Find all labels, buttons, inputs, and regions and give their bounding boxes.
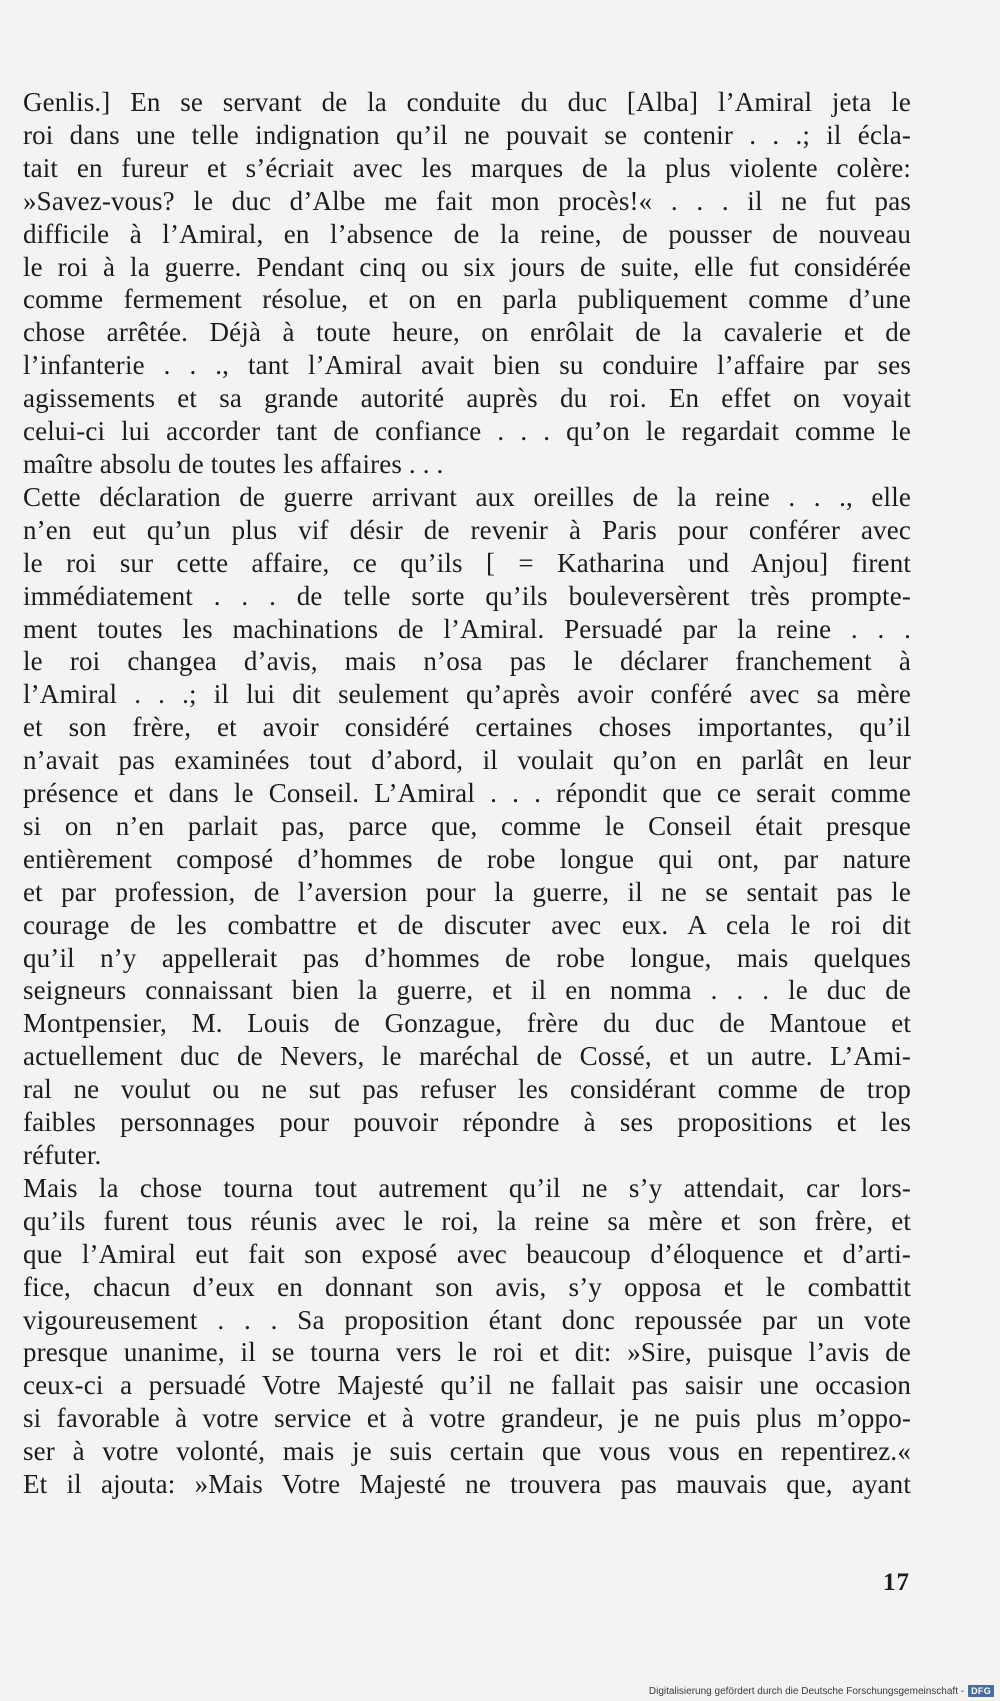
text-line: presque unanime, il se tourna vers le roi et dit: »Sire, puisque l’avis de — [23, 1337, 911, 1368]
text-line: courage de les combattre et de discuter avec eux. A cela le roi dit — [23, 909, 911, 940]
text-line: l’infanterie . . ., tant l’Amiral avait bien su conduire l’affaire par ses — [23, 350, 911, 381]
text-line: ser à votre volonté, mais je suis certain que vous vous en repentirez.« — [23, 1436, 911, 1467]
text-line: agissements et sa grande autorité auprès du roi. En effet on voyait — [23, 383, 911, 414]
text-line: seigneurs connaissant bien la guerre, et il en nomma . . . le duc de — [23, 975, 911, 1006]
text-line: et par profession, de l’aversion pour la guerre, il ne se sentait pas le — [23, 876, 911, 907]
text-line: ceux-ci a persuadé Votre Majesté qu’il ne fallait pas saisir une occasion — [23, 1370, 911, 1401]
text-line: que l’Amiral eut fait son exposé avec beaucoup d’éloquence et d’arti- — [23, 1238, 911, 1269]
text-line: comme fermement résolue, et on en parla publiquement comme d’une — [23, 284, 911, 315]
text-line: qu’il n’y appellerait pas d’hommes de robe longue, mais quelques — [23, 942, 911, 973]
text-line: immédiatement . . . de telle sorte qu’ils bouleversèrent très prompte- — [23, 580, 911, 611]
page-body — [23, 86, 911, 1501]
text-line: qu’ils furent tous réunis avec le roi, la reine sa mère et son frère, et — [23, 1205, 911, 1236]
page-number: 17 — [883, 1569, 910, 1596]
text-line: présence et dans le Conseil. L’Amiral . . . répondit que ce serait comme — [23, 778, 911, 809]
text-line: ral ne voulut ou ne sut pas refuser les considérant comme de trop — [23, 1074, 911, 1105]
text-line: réfuter. — [23, 1140, 102, 1170]
text-line: n’en eut qu’un plus vif désir de revenir à Paris pour conférer avec — [23, 514, 911, 545]
text-line: ment toutes les machinations de l’Amiral. Persuadé par la reine . . . — [23, 613, 911, 644]
text-line: et son frère, et avoir considéré certaines choses importantes, qu’il — [23, 712, 911, 743]
text-line: faibles personnages pour pouvoir répondre à ses propositions et les — [23, 1107, 911, 1138]
text-line: entièrement composé d’hommes de robe longue qui ont, par nature — [23, 843, 911, 874]
footer-text: Digitalisierung gefördert durch die Deutsche Forschungsgemeinschaft - — [648, 1685, 965, 1697]
text-line: roi dans une telle indignation qu’il ne pouvait se contenir . . .; il écla- — [23, 119, 911, 150]
text-line: si on n’en parlait pas, parce que, comme le Conseil était presque — [23, 810, 911, 841]
text-line: Et il ajouta: »Mais Votre Majesté ne trouvera pas mauvais que, ayant — [23, 1469, 911, 1500]
text-line: tait en fureur et s’écriait avec les marques de la plus violente colère: — [23, 152, 911, 183]
text-line: difficile à l’Amiral, en l’absence de la reine, de pousser de nouveau — [23, 218, 911, 249]
text-line: le roi à la guerre. Pendant cinq ou six jours de suite, elle fut considérée — [23, 251, 911, 282]
text-line: n’avait pas examinées tout d’abord, il voulait qu’on en parlât en leur — [23, 745, 911, 776]
text-line: le roi sur cette affaire, ce qu’ils [ = Katharina und Anjou] firent — [23, 547, 911, 578]
text-line: Genlis.] En se servant de la conduite du duc [Alba] l’Amiral jeta le — [23, 87, 911, 117]
text-line: l’Amiral . . .; il lui dit seulement qu’après avoir conféré avec sa mère — [23, 679, 911, 710]
text-line: Mais la chose tourna tout autrement qu’il ne s’y attendait, car lors- — [23, 1172, 911, 1203]
text-line: celui-ci lui accorder tant de confiance . . . qu’on le regardait comme le — [23, 416, 911, 447]
text-line: actuellement duc de Nevers, le maréchal de Cossé, et un autre. L’Ami- — [23, 1041, 911, 1072]
text-line: le roi changea d’avis, mais n’osa pas le déclarer franchement à — [23, 646, 911, 677]
text-line: »Savez-vous? le duc d’Albe me fait mon procès!« . . . il ne fut pas — [23, 185, 911, 216]
text-line: Montpensier, M. Louis de Gonzague, frère du duc de Mantoue et — [23, 1008, 911, 1039]
dfg-logo: DFG — [968, 1685, 994, 1697]
text-line: fice, chacun d’eux en donnant son avis, s’y opposa et le combattit — [23, 1271, 911, 1302]
text-line: si favorable à votre service et à votre grandeur, je ne puis plus m’oppo- — [23, 1403, 911, 1434]
text-line: maître absolu de toutes les affaires . . . — [23, 448, 444, 479]
text-line: chose arrêtée. Déjà à toute heure, on enrôlait de la cavalerie et de — [23, 317, 911, 348]
text-line: Cette déclaration de guerre arrivant aux oreilles de la reine . . ., elle — [23, 481, 911, 512]
digitization-footer — [649, 1685, 994, 1697]
text-line: vigoureusement . . . Sa proposition étant donc repoussée par un vote — [23, 1304, 911, 1335]
